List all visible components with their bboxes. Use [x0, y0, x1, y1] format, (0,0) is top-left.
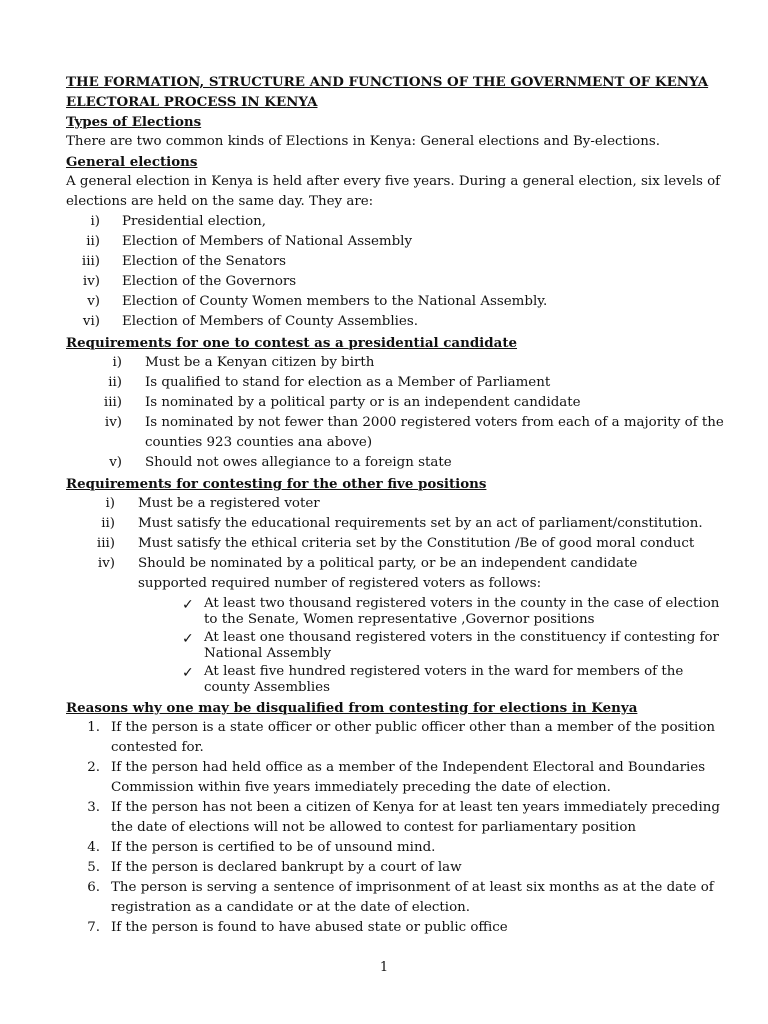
tick-item: At least two thousand registered voters in the county in the case of election	[204, 596, 720, 611]
list-item: Election of County Women members to the National Assembly.	[122, 294, 548, 309]
list-number: i)	[112, 355, 122, 370]
list-item-continuation: counties 923 counties ana above)	[145, 435, 373, 450]
list-number: ii)	[86, 234, 100, 249]
list-item: If the person is certified to be of unsound mind.	[111, 840, 436, 855]
list-number: v)	[109, 455, 122, 470]
list-number: 7.	[87, 920, 100, 935]
list-number: v)	[87, 294, 100, 309]
list-item: Presidential election,	[122, 214, 267, 229]
list-number: 5.	[87, 860, 100, 875]
presidential-heading: Requirements for one to contest as a presidential candidate	[66, 335, 518, 351]
list-number: 3.	[87, 800, 100, 815]
disqualification-heading: Reasons why one may be disqualified from contesting for elections in Kenya	[66, 700, 638, 716]
list-number: iv)	[82, 274, 100, 289]
list-item: If the person has not been a citizen of Kenya for at least ten years immediately preceding	[111, 800, 720, 815]
list-number: ii)	[101, 516, 115, 531]
list-number: 4.	[87, 840, 100, 855]
list-item: Is nominated by not fewer than 2000 registered voters from each of a majority of the	[145, 415, 724, 430]
list-item: Must be a Kenyan citizen by birth	[145, 355, 375, 370]
list-number: 2.	[87, 760, 100, 775]
list-number: i)	[105, 496, 115, 511]
list-item: The person is serving a sentence of imprisonment of at least six months as at the date of	[111, 880, 714, 895]
document-title: THE FORMATION, STRUCTURE AND FUNCTIONS OF THE GOVERNMENT OF KENYA	[66, 74, 709, 90]
list-number: iii)	[103, 395, 122, 410]
list-item: If the person is found to have abused state or public office	[111, 920, 508, 935]
list-item-continuation: supported required number of registered voters as follows:	[138, 576, 542, 591]
list-item: Is qualified to stand for election as a Member of Parliament	[145, 375, 551, 390]
tick-item-continuation: National Assembly	[204, 646, 332, 661]
list-item: Should not owes allegiance to a foreign state	[145, 455, 452, 470]
list-item: Must satisfy the educational requirements set by an act of parliament/constitution.	[138, 516, 703, 531]
list-number: iii)	[96, 536, 115, 551]
list-number: 6.	[87, 880, 100, 895]
list-item-continuation: Commission within five years immediately preceding the date of election.	[111, 780, 611, 795]
general-heading: General elections	[66, 154, 198, 170]
list-item: Should be nominated by a political party, or be an independent candidate	[138, 556, 638, 571]
list-item: If the person is declared bankrupt by a court of law	[111, 860, 462, 875]
list-number: iii)	[81, 254, 100, 269]
list-item-continuation: contested for.	[111, 740, 204, 755]
list-item: Is nominated by a political party or is an independent candidate	[145, 395, 581, 410]
list-item: Election of Members of County Assemblies.	[122, 314, 418, 329]
list-item: Must satisfy the ethical criteria set by the Constitution /Be of good moral conduct	[138, 536, 695, 551]
list-item-continuation: the date of elections will not be allowed to contest for parliamentary position	[111, 820, 637, 835]
types-intro: There are two common kinds of Elections in Kenya: General elections and By-elections.	[66, 134, 660, 149]
types-heading: Types of Elections	[66, 114, 202, 130]
tick-item: At least five hundred registered voters in the ward for members of the	[204, 664, 684, 679]
list-number: iv)	[97, 556, 115, 571]
list-number: ii)	[108, 375, 122, 390]
list-number: vi)	[82, 314, 100, 329]
check-icon: ✓	[182, 665, 194, 681]
general-paragraph-line2: elections are held on the same day. They are:	[66, 194, 374, 209]
list-number: 1.	[87, 720, 100, 735]
list-number: i)	[90, 214, 100, 229]
check-icon: ✓	[182, 597, 194, 613]
list-item: Must be a registered voter	[138, 496, 320, 511]
tick-item: At least one thousand registered voters in the constituency if contesting for	[204, 630, 719, 645]
tick-item-continuation: to the Senate, Women representative ,Governor positions	[204, 612, 595, 627]
page-number: 1	[379, 960, 389, 975]
tick-item-continuation: county Assemblies	[204, 680, 330, 695]
list-item: If the person is a state officer or other public officer other than a member of the position	[111, 720, 716, 735]
list-item: Election of the Governors	[122, 274, 297, 289]
list-item: If the person had held office as a member of the Independent Electoral and Boundaries	[111, 760, 706, 775]
list-item: Election of Members of National Assembly	[122, 234, 413, 249]
section-title: ELECTORAL PROCESS IN KENYA	[66, 94, 318, 110]
check-icon: ✓	[182, 631, 194, 647]
list-item-continuation: registration as a candidate or at the date of election.	[111, 900, 471, 915]
list-item: Election of the Senators	[122, 254, 286, 269]
other-positions-heading: Requirements for contesting for the other five positions	[66, 476, 487, 492]
general-paragraph-line1: A general election in Kenya is held after every five years. During a general election, six levels of	[66, 174, 721, 189]
list-number: iv)	[104, 415, 122, 430]
